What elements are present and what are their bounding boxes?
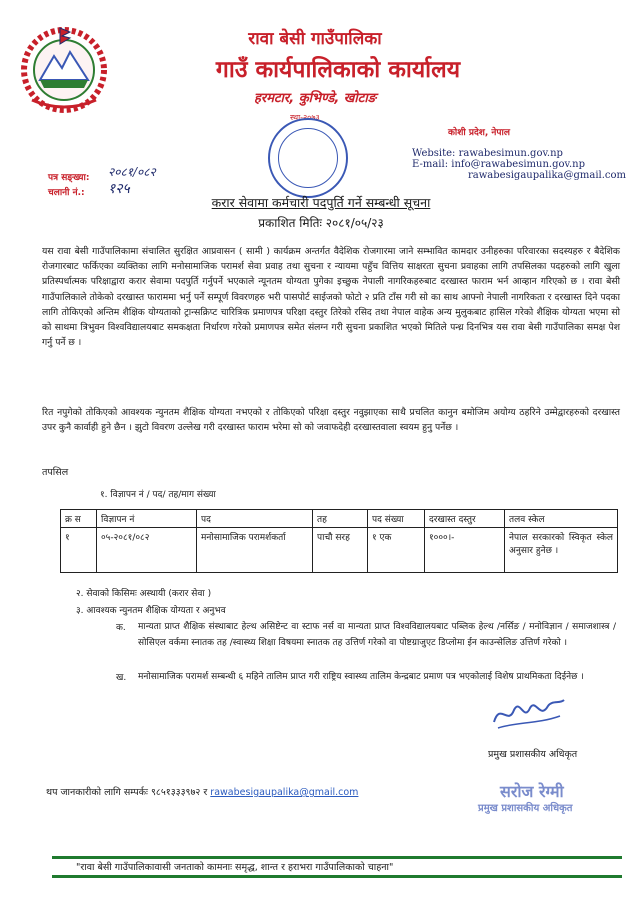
table-cell: १ [61,528,97,573]
table-row [61,528,618,573]
vacancy-table [60,509,618,573]
nepal-emblem-icon [18,22,110,114]
website-text: Website: rawabesimun.gov.np [412,148,563,159]
established-year: स्था-२०७३ [290,113,320,122]
title-stamp: प्रमुख प्रशासकीय अधिकृत [478,803,573,814]
sub-item-ka-text: मान्यता प्राप्त शैक्षिक संस्थाबाट हेल्थ असिष्टेन्ट वा स्टाफ नर्स वा मान्यता प्राप्त विश्वविद्यालयबाट पब्लिक हेल्थ /नर्सिङ / मनोविज्ञान / समाजशास्त्र / सोसिएल वर्कमा स्नातक तह /स्वास्थ्य शिक्षा विषयमा स्नातक तह उत्तिर्ण गरेको वा पोष्टग्राजुएट डिप्लोमा ईन काउन्सेलिङ उत्तिर्ण गरेको । [138,622,616,648]
table-cell: पाचौ सरह [313,528,368,573]
office-seal-icon [268,118,348,198]
contact-text: थप जानकारीको लागि सम्पर्कः ९८५१३३३९७२ र [46,787,211,798]
list-item-2: २. सेवाको किसिमः अस्थायी (करार सेवा ) [76,589,212,599]
published-date: प्रकाशित मितिः २०८१/०५/२३ [258,216,384,230]
province: कोशी प्रदेश, नेपाल [448,128,510,138]
list-item-3: ३. आवश्यक न्युनतम शैक्षिक योग्यता र अनुभव [76,606,226,616]
table-cell: नेपाल सरकारको स्विकृत स्केल अनुसार हुनेछ । [505,528,618,573]
footer-slogan: "रावा बेसी गाउँपालिकावासी जनताको कामनाः समृद्ध, शान्त र हराभरा गाउँपालिकाको चाहना" [76,862,394,873]
signature-icon [490,692,568,732]
tapasil-heading: तपसिल [42,467,69,478]
sub-item-ka-label: क. [116,623,126,633]
table-cell: ०५-२०८१/०८२ [97,528,197,573]
table-header-cell: दरखास्त दस्तुर [425,510,505,528]
email-text-2: rawabesigaupalika@gmail.com [468,170,627,181]
notice-subject: करार सेवामा कर्मचारी पदपुर्ति गर्ने सम्बन्धी सूचना [211,195,431,210]
table-header-cell: पद [197,510,313,528]
table-header-cell: पद संख्या [368,510,425,528]
name-stamp: सरोज रेग्मी [500,782,564,801]
table-cell: १०००।- [425,528,505,573]
email-text: E-mail: info@rawabesimun.gov.np [412,159,585,170]
contact-email-link[interactable]: rawabesigaupalika@gmail.com [210,787,359,798]
table-header-cell: तह [313,510,368,528]
office-name: गाउँ कार्यपालिकाको कार्यालय [215,57,461,83]
office-address: हरमटार, कुभिण्डे, खोटाङ [254,91,376,106]
contact-block [412,148,626,181]
municipality-name: रावा बेसी गाउँपालिका [248,29,382,49]
table-header-cell: क्र स [61,510,97,528]
sub-item-kha-text: मनोसामाजिक परामर्श सम्बन्धी ६ महिने तालिम प्राप्त गरी राष्ट्रिय स्वास्थ्य तालिम केन्द्रबाट प्रमाण पत्र भएकोलाई विशेष प्राथमिकता दिईनेछ । [138,672,584,682]
sub-item-kha-label: ख. [116,673,127,683]
letter-number-label: पत्र सङ्ख्या: [48,173,90,183]
list-item-1: १. विज्ञापन नं / पद/ तह/माग संख्या [100,490,216,500]
dispatch-number-label: चलानी नं.: [48,188,85,198]
table-header-cell: विज्ञापन नं [97,510,197,528]
letter-number-value: २०८१/०८२ [108,165,156,179]
table-header-cell: तलव स्केल [505,510,618,528]
table-cell: १ एक [368,528,425,573]
table-header-row [61,510,618,528]
notice-paragraph-1: यस रावा बेसी गाउँपालिकामा संचालित सुरक्षित आप्रवासन ( सामी ) कार्यक्रम अन्तर्गत वैदेशिक रोजगारमा जाने सम्भावित कामदार उनीहरुका परिवारका सदस्यहरु र बैदेशिक रोजगारबाट फर्किएका व्यक्तिका लागि मनोसामाजिक परामर्श सेवा प्रवाह तथा सुचना र न्यायमा पहुँच वित्तिय साक्षरता सुचना प्रवाहका लागि तपसिलका पदहरुको लागि खुला प्रतिस्पर्धात्मक परिक्षाद्वारा करार सेवामा पदपुर्ति गर्नुपर्ने भएकाले न्यूनतम योग्यता पुगेका इच्छुक नेपाली नागरिकहरुबाट दरखास्त फाराम भर्न आव्हान गरिएको छ । रावा बेसी गाउँपालिकाले तोकेको दरखास्त फाराममा भर्नु पर्ने सम्पूर्ण विवरणहरु भरी पासपोर्ट साईजको फोटो २ प्रति टाँस गरी सो का साथ आफ्नो नेपाली नागरिकता र दरखास्त दिने पदका लागि तोकिएको अन्तिम शैक्षिक योग्यताको ट्रान्सक्रिप्ट चारित्रिक प्रमाणपत्र परिक्षा दस्तुर तिरेको रसिद तथा नेपाल वाहेक अन्य मुलुकबाट हासिल गरेको शैक्षिक योग्यता भएमा सो को साथमा त्रिभुवन विश्वविद्यालयबाट समकक्षता निर्धारण गरेको प्रमाणपत्र समेत संलग्न गरी सुचना प्रकाशित भएको मितिले पन्ध्र दिनभित्र यस रावा बेसी गाउँपालिका समक्ष पेश गर्नु पर्ने छ । [42,246,620,349]
officer-title: प्रमुख प्रशासकीय अधिकृत [488,749,578,760]
dispatch-number-value: १२५ [108,181,130,197]
notice-paragraph-2: रित नपुगेको तोकिएको आवश्यक न्युनतम शैक्षिक योग्यता नभएको र तोकिएको परिक्षा दस्तुर नवुझाएका साथै प्रचलित कानुन बमोजिम अयोग्य ठहरिने उम्मेद्वारहरुको दरखास्त उपर कुनै कार्वाही हुने छैन । झुटो विवरण उल्लेख गरी दरखास्त फाराम भरेमा सो को जवाफदेही दरखास्तवाला स्वयम हुनु पर्नेछ । [42,407,620,434]
table-cell: मनोसामाजिक परामर्शकर्ता [197,528,313,573]
contact-line [46,785,358,798]
